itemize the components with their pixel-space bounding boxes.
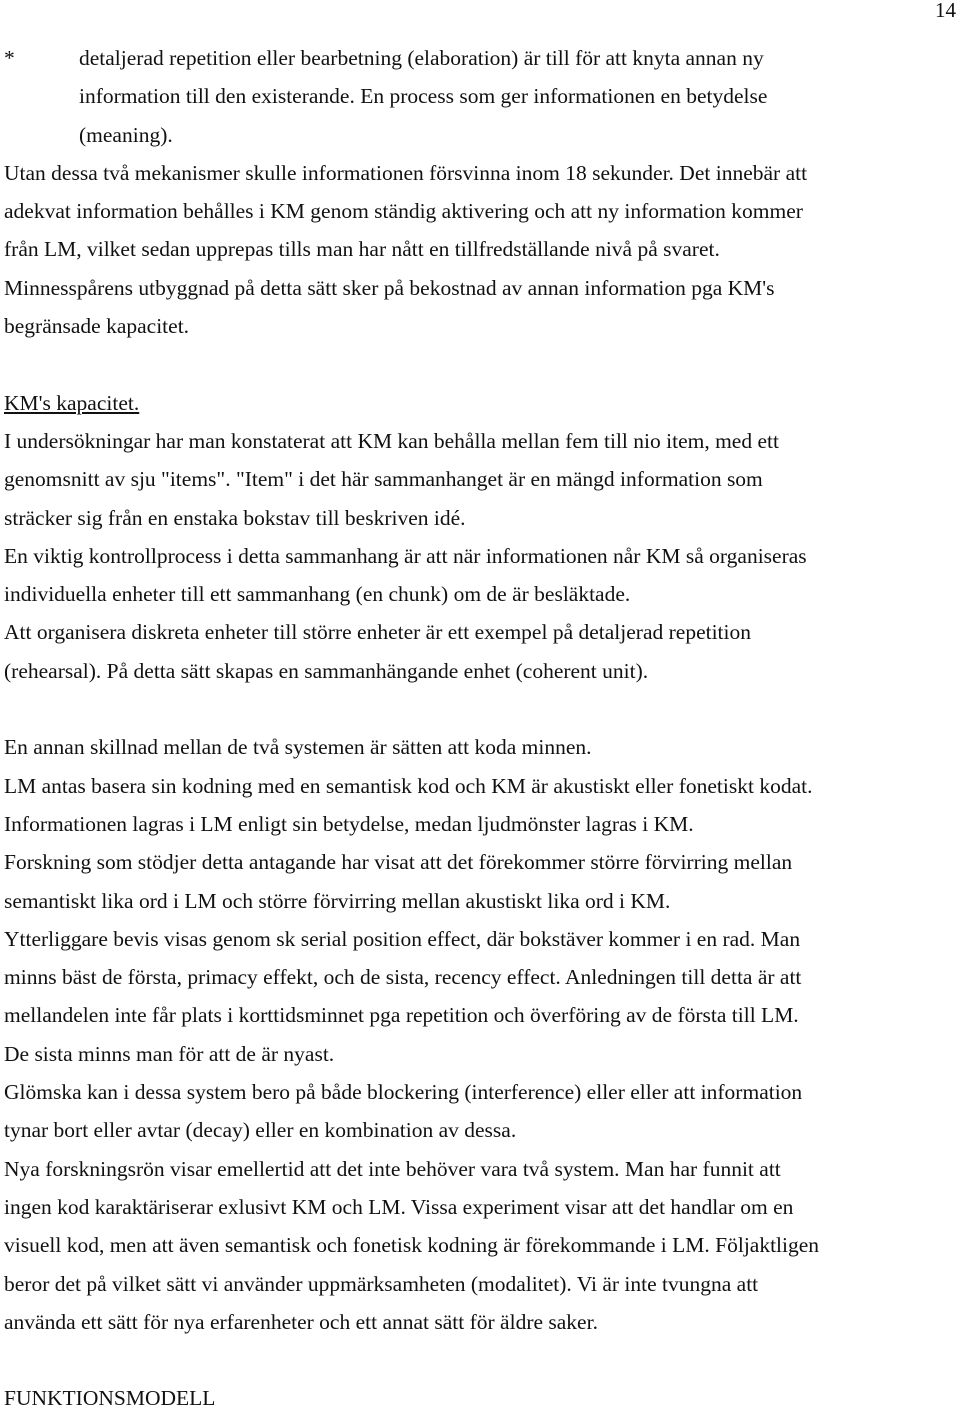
paragraph-block-3 [4, 728, 954, 1341]
text-line: De sista minns man för att de är nyast. [4, 1041, 335, 1066]
section-heading: KM's kapacitet. [4, 390, 140, 415]
text-line: begränsade kapacitet. [4, 314, 190, 339]
text-line: sträcker sig från en enstaka bokstav till beskriven idé. [4, 505, 466, 530]
document-body [4, 39, 954, 1418]
text-line: Glömska kan i dessa system bero på både blockering (interference) eller eller att information [4, 1080, 803, 1105]
text-line: genomsnitt av sju "items". "Item" i det här sammanhanget är en mängd information som [4, 467, 763, 492]
text-line: Minnesspårens utbyggnad på detta sätt sker på bekostnad av annan information pga KM's [4, 275, 775, 300]
text-line: I undersökningar har man konstaterat att KM kan behålla mellan fem till nio item, med ett [4, 428, 779, 453]
text-line: adekvat information behålles i KM genom ständig aktivering och att ny information kommer [4, 199, 803, 224]
page-number: 14 [935, 0, 956, 22]
text-line: Nya forskningsrön visar emellertid att det inte behöver vara två system. Man har funnit att [4, 1156, 781, 1181]
paragraph-gap [4, 345, 954, 383]
text-line: använda ett sätt för nya erfarenheter och ett annat sätt för äldre saker. [4, 1309, 598, 1334]
paragraph-block-2 [4, 422, 954, 690]
text-line: visuell kod, men att även semantisk och fonetisk kodning är förekommande i LM. Följaktligen [4, 1233, 820, 1258]
text-line: från LM, vilket sedan upprepas tills man har nått en tillfredställande nivå på svaret. [4, 237, 720, 262]
text-line: tynar bort eller avtar (decay) eller en kombination av dessa. [4, 1118, 517, 1143]
text-line: minns bäst de första, primacy effekt, och de sista, recency effect. Anledningen till detta är att [4, 965, 802, 990]
text-line: Att organisera diskreta enheter till större enheter är ett exempel på detaljerad repetition [4, 620, 751, 645]
bullet-item [4, 39, 954, 154]
paragraph-gap [4, 690, 954, 728]
text-line: LM antas basera sin kodning med en semantisk kod och KM är akustiskt eller fonetiskt kodat. [4, 773, 813, 798]
text-line: Ytterliggare bevis visas genom sk serial position effect, där bokstäver kommer i en rad. Man [4, 926, 801, 951]
text-line: Utan dessa två mekanismer skulle informationen försvinna inom 18 sekunder. Det innebär att [4, 160, 808, 185]
text-line: information till den existerande. En process som ger informationen en betydelse [79, 84, 768, 109]
text-line: detaljerad repetition eller bearbetning (elaboration) är till för att knyta annan ny [79, 46, 764, 70]
text-line: En viktig kontrollprocess i detta sammanhang är att när informationen når KM så organiseras [4, 543, 807, 568]
text-line: mellandelen inte får plats i korttidsminnet pga repetition och överföring av de första till LM. [4, 1003, 799, 1028]
paragraph-gap [4, 1341, 954, 1379]
text-line: ingen kod karaktäriserar exlusivt KM och LM. Vissa experiment visar att det handlar om en [4, 1194, 794, 1219]
text-line: En annan skillnad mellan de två systemen är sätten att koda minnen. [4, 735, 592, 760]
text-line: Informationen lagras i LM enligt sin betydelse, medan ljudmönster lagras i KM. [4, 811, 694, 836]
text-line: (rehearsal). På detta sätt skapas en sammanhängande enhet (coherent unit). [4, 658, 649, 683]
text-line: individuella enheter till ett sammanhang (en chunk) om de är besläktade. [4, 582, 631, 607]
final-heading: FUNKTIONSMODELL [4, 1386, 216, 1411]
text-line: semantiskt lika ord i LM och större förvirring mellan akustiskt lika ord i KM. [4, 888, 671, 913]
text-line: beror det på vilket sätt vi använder uppmärksamheten (modalitet). Vi är inte tvungna att [4, 1271, 759, 1296]
text-line: Forskning som stödjer detta antagande har visat att det förekommer större förvirring mellan [4, 850, 793, 875]
bullet-mark: * [4, 46, 15, 70]
paragraph-block-1 [4, 154, 954, 345]
text-line: (meaning). [79, 122, 173, 147]
